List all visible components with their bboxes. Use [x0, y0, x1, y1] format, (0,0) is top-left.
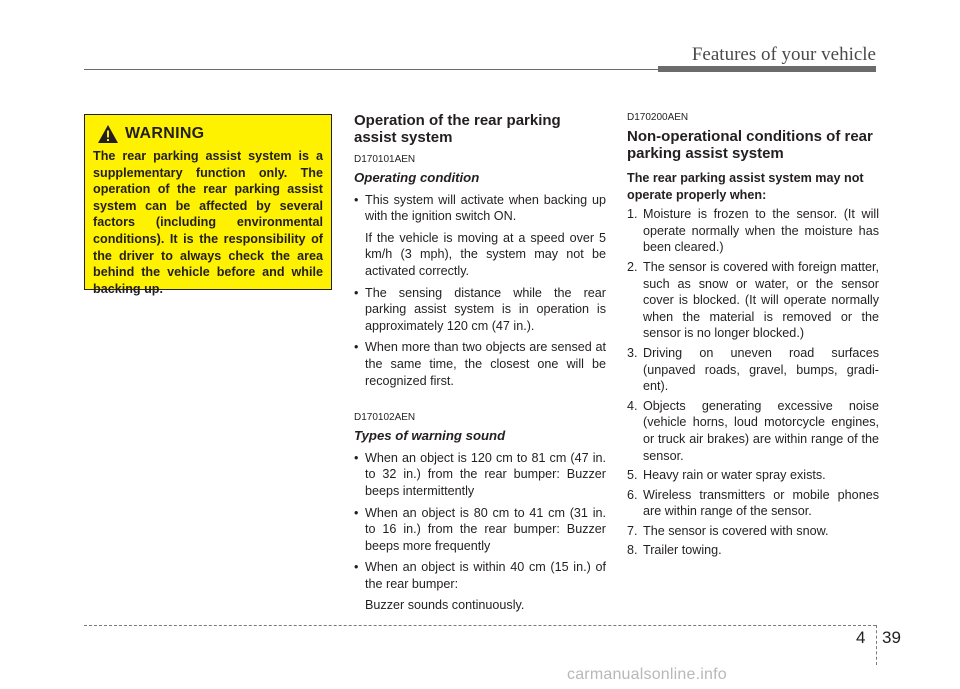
bullet-dot: •	[354, 450, 359, 465]
warning-header	[97, 123, 323, 145]
warning-text: The rear parking assist system is a supplementary function only. The operation of the rear parking assist system can be affected by several factors (including environmental conditions). It is the responsibility of the driver to always check the area behind the vehicle before and while backing up.	[93, 149, 323, 296]
page-number: 39	[882, 628, 901, 647]
item-number: 1.	[627, 207, 638, 222]
item-text: Heavy rain or water spray exists.	[643, 468, 826, 483]
item-number: 8.	[627, 543, 638, 558]
operating-condition-list	[354, 192, 606, 390]
watermark-text: carmanualsonline.info	[567, 666, 727, 683]
bullet-dot: •	[354, 285, 359, 300]
bullet-text: This system will activate when backing up with the ignition switch ON.	[365, 192, 606, 224]
bullet-item	[354, 450, 606, 500]
bullet-item	[354, 559, 606, 592]
bullet-continuation: If the vehicle is moving at a speed over 5 km/h (3 mph), the system may not be activated correctly.	[365, 230, 606, 278]
section-heading-non-operational: Non-operational conditions of rear parking assist system	[627, 128, 873, 162]
item-text: Objects generating excessive noise (vehicle horns, loud motorcycle engines, or truck air brakes) are within range of the sensor.	[643, 398, 879, 463]
item-text: The sensor is covered with foreign matter, such as snow or water, or the sensor cover is blocked. (It will operate normally when the material is removed or the sensor is no longer blocked.)	[643, 259, 879, 341]
bullet-item	[354, 339, 606, 389]
numbered-item	[627, 467, 879, 484]
bullet-dot: •	[354, 192, 359, 207]
lead-text: The rear parking assist system may not operate properly when:	[627, 171, 864, 202]
numbered-item	[627, 487, 879, 520]
footer-divider	[876, 625, 877, 665]
bullet-item	[354, 285, 606, 335]
item-number: 2.	[627, 259, 638, 274]
section-code: D170200AEN	[627, 112, 689, 123]
item-text: Moisture is frozen to the sensor. (It will operate normally when the moisture has been cleared.)	[643, 207, 879, 255]
warning-title: WARNING	[125, 125, 205, 142]
chapter-number: 4	[856, 628, 866, 647]
right-column	[627, 112, 879, 562]
bullet-text: When an object is 120 cm to 81 cm (47 in. to 32 in.) from the rear bumper: Buzzer beeps intermittently	[365, 450, 606, 498]
item-number: 4.	[627, 398, 638, 413]
numbered-item	[627, 206, 879, 256]
header-rule-accent	[658, 66, 876, 72]
item-text: Wireless transmitters or mobile phones are within range of the sensor.	[643, 487, 879, 519]
footer-rule	[84, 625, 876, 626]
item-text: Trailer towing.	[643, 543, 722, 558]
section-code: D170101AEN	[354, 154, 416, 165]
non-operational-list	[627, 206, 879, 559]
bullet-continuation: Buzzer sounds continuously.	[365, 598, 525, 613]
bullet-text: When an object is within 40 cm (15 in.) of the rear bumper:	[365, 560, 606, 591]
item-number: 5.	[627, 468, 638, 483]
item-number: 3.	[627, 345, 638, 360]
bullet-dot: •	[354, 560, 359, 575]
item-number: 6.	[627, 487, 638, 502]
warning-sound-list	[354, 450, 606, 614]
bullet-dot: •	[354, 505, 359, 520]
warning-box	[84, 114, 332, 296]
bullet-text: When an object is 80 cm to 41 cm (31 in. to 16 in.) from the rear bumper: Buzzer beeps more frequently	[365, 505, 606, 553]
item-number: 7.	[627, 523, 638, 538]
numbered-item	[627, 542, 879, 559]
item-text: The sensor is covered with snow.	[643, 523, 829, 538]
bullet-dot: •	[354, 340, 359, 355]
page-header-title: Features of your vehicle	[691, 44, 876, 65]
subheading-warning-sound: Types of warning sound	[354, 428, 506, 444]
subheading-operating-condition: Operating condition	[354, 170, 480, 185]
bullet-text: The sensing distance while the rear parking assist system is in operation is approximately 120 cm (47 in.).	[365, 285, 606, 333]
numbered-item	[627, 523, 879, 540]
bullet-text: When more than two objects are sensed at the same time, the closest one will be recognized first.	[365, 340, 606, 388]
numbered-item	[627, 259, 879, 342]
bullet-item	[354, 505, 606, 555]
warning-triangle-icon	[97, 124, 119, 144]
numbered-item	[627, 398, 879, 464]
numbered-item	[627, 345, 879, 395]
section-code: D170102AEN	[354, 412, 416, 424]
section-heading-operation: Operation of the rear parking assist system	[354, 112, 561, 146]
item-text: Driving on uneven road surfaces (unpaved roads, gravel, bumps, gradi-ent).	[643, 345, 879, 394]
middle-column	[354, 112, 606, 619]
bullet-item	[354, 192, 606, 225]
